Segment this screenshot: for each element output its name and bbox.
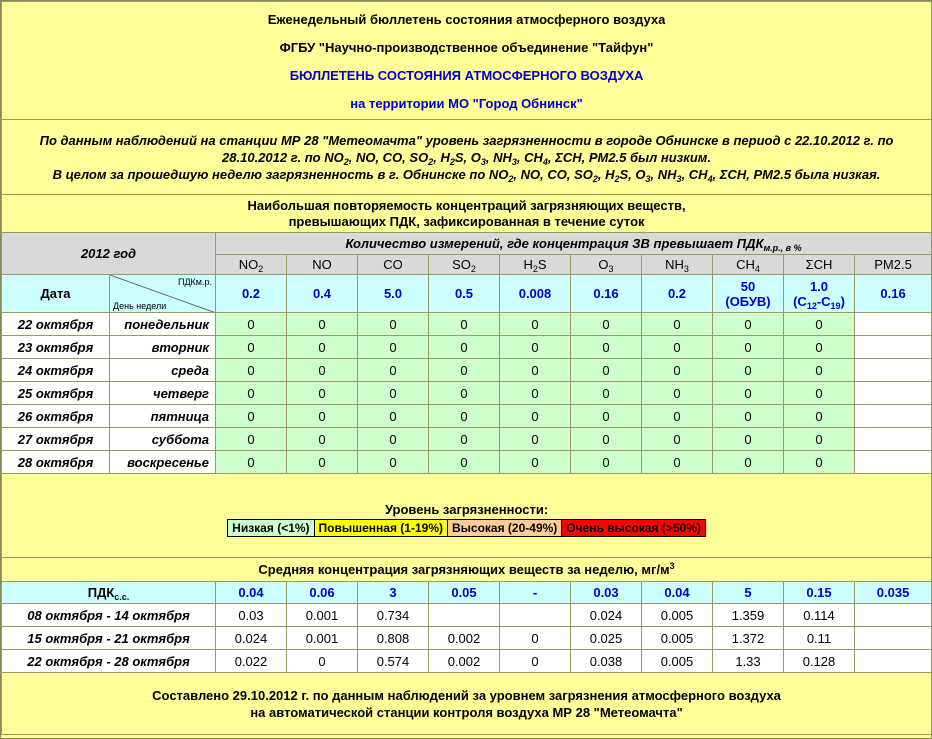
summary-line-3: В целом за прошедшую неделю загрязненность в г. Обнинске по $NO_2$, NO, CO, $SO_2$, $H_2S$, $O_3$, $NH_3$, $CH_4$, ΣCH, PM2.5 была низкая. xyxy=(52,166,881,184)
row-value: 0 xyxy=(358,405,429,428)
header-line-4: на территории МО "Город Обнинск" xyxy=(350,95,583,111)
daily-row xyxy=(2,405,932,428)
weekly-row xyxy=(2,627,932,650)
pollutant-co: CO xyxy=(358,255,429,275)
row-value: 0 xyxy=(429,336,500,359)
weekly-value: 0.005 xyxy=(642,604,713,627)
repeat-title-line-1: Наибольшая повторяемость концентраций загрязняющих веществ, xyxy=(247,197,686,213)
daily-row xyxy=(2,428,932,451)
row-value: 0 xyxy=(429,382,500,405)
pollutant-ch4: $CH_4$ xyxy=(713,255,784,275)
row-value: 0 xyxy=(287,382,358,405)
row-value: 0 xyxy=(216,405,287,428)
weekly-value xyxy=(855,604,932,627)
weekly-value: 0 xyxy=(500,627,571,650)
row-value: 0 xyxy=(216,382,287,405)
header-block xyxy=(2,2,932,120)
daily-row xyxy=(2,359,932,382)
row-value: 0 xyxy=(642,428,713,451)
row-weekday: воскресенье xyxy=(110,451,216,474)
row-value: 0 xyxy=(713,359,784,382)
row-value: 0 xyxy=(216,336,287,359)
row-value: 0 xyxy=(642,336,713,359)
row-value: 0 xyxy=(784,313,855,336)
row-value: 0 xyxy=(500,451,571,474)
pdk-value-ch4 xyxy=(713,275,784,313)
row-value: 0 xyxy=(216,451,287,474)
legend-block xyxy=(2,474,932,558)
weekly-value: 0.005 xyxy=(642,627,713,650)
repeat-title-line-2: превышающих ПДК, зафиксированная в течение суток xyxy=(288,213,645,229)
daily-rows xyxy=(2,313,932,474)
weekly-row xyxy=(2,650,932,673)
row-value: 0 xyxy=(571,359,642,382)
row-value: 0 xyxy=(784,451,855,474)
row-value: 0 xyxy=(216,428,287,451)
row-value: 0 xyxy=(784,336,855,359)
weekly-value: 0.574 xyxy=(358,650,429,673)
header-line-2: ФГБУ "Научно-производственное объединение "Тайфун" xyxy=(279,39,654,55)
pollutant-h2s: $H_2S$ xyxy=(500,255,571,275)
weekly-value: 0.025 xyxy=(571,627,642,650)
row-weekday: среда xyxy=(110,359,216,382)
daily-row xyxy=(2,382,932,405)
weekly-value xyxy=(855,650,932,673)
row-value: 0 xyxy=(429,451,500,474)
weekly-value: 0.11 xyxy=(784,627,855,650)
row-value: 0 xyxy=(571,336,642,359)
weekly-value xyxy=(855,627,932,650)
row-value xyxy=(855,313,932,336)
weekly-value: 0.022 xyxy=(216,650,287,673)
row-value: 0 xyxy=(713,405,784,428)
pollutant-o3: $O_3$ xyxy=(571,255,642,275)
weekly-value: 0.002 xyxy=(429,627,500,650)
row-value: 0 xyxy=(784,405,855,428)
summary-line-2: 28.10.2012 г. по $NO_2$, NO, CO, $SO_2$, $H_2S$, $O_3$, $NH_3$, $CH_4$, ΣCH, PM2.5 был низким. xyxy=(222,149,712,167)
row-value: 0 xyxy=(358,313,429,336)
legend-raised: Повышенная (1-19%) xyxy=(315,520,448,536)
weekly-value: 0.024 xyxy=(216,627,287,650)
row-date: 28 октября xyxy=(2,451,110,474)
row-date: 23 октября xyxy=(2,336,110,359)
row-value: 0 xyxy=(500,428,571,451)
row-value: 0 xyxy=(500,382,571,405)
pollutant-no: NO xyxy=(287,255,358,275)
pollutant-pm25: PM2.5 xyxy=(855,255,932,275)
weekly-value: 0.128 xyxy=(784,650,855,673)
repeat-title xyxy=(2,195,932,233)
row-value: 0 xyxy=(358,428,429,451)
row-value: 0 xyxy=(287,451,358,474)
pdk-value: 0.4 xyxy=(287,275,358,313)
row-value: 0 xyxy=(500,336,571,359)
weekly-pdk-value: 0.04 xyxy=(216,582,287,604)
pdk-ch4-number: 50 xyxy=(740,278,756,294)
row-weekday: четверг xyxy=(110,382,216,405)
weekly-pdk-value: 0.035 xyxy=(855,582,932,604)
row-value: 0 xyxy=(642,313,713,336)
pollutant-no2: $NO_2$ xyxy=(216,255,287,275)
row-date: 26 октября xyxy=(2,405,110,428)
weekly-period: 22 октября - 28 октября xyxy=(2,650,216,673)
row-value: 0 xyxy=(429,428,500,451)
row-value xyxy=(855,428,932,451)
weekly-pdk-label: $ПДК_{с.с.}$ xyxy=(2,582,216,604)
weekly-value: 0.024 xyxy=(571,604,642,627)
legend-very-high: Очень высокая (>50%) xyxy=(562,520,705,536)
weekly-value: 0.734 xyxy=(358,604,429,627)
count-label: Количество измерений, где концентрация ЗВ превышает $ПДК_{м.р., в \%}$ xyxy=(216,233,932,255)
row-weekday: вторник xyxy=(110,336,216,359)
row-value: 0 xyxy=(571,405,642,428)
weekly-value: 0.808 xyxy=(358,627,429,650)
legend-high: Высокая (20-49%) xyxy=(448,520,562,536)
weekly-value: 1.372 xyxy=(713,627,784,650)
legend-title: Уровень загрязненности: xyxy=(384,502,549,517)
header-line-1: Еженедельный бюллетень состояния атмосферного воздуха xyxy=(267,11,666,27)
row-value: 0 xyxy=(642,405,713,428)
daily-row xyxy=(2,336,932,359)
pollutant-nh3: $NH_3$ xyxy=(642,255,713,275)
row-value: 0 xyxy=(287,405,358,428)
row-value: 0 xyxy=(571,428,642,451)
weekly-value: 0.002 xyxy=(429,650,500,673)
footer-block xyxy=(2,673,932,735)
row-value: 0 xyxy=(358,336,429,359)
row-value: 0 xyxy=(287,336,358,359)
weekly-pdk-value: 0.03 xyxy=(571,582,642,604)
row-value: 0 xyxy=(429,405,500,428)
weekly-pdk-value: - xyxy=(500,582,571,604)
row-value: 0 xyxy=(642,382,713,405)
row-value: 0 xyxy=(500,359,571,382)
row-value: 0 xyxy=(216,359,287,382)
row-value: 0 xyxy=(287,313,358,336)
summary-line-1: По данным наблюдений на станции МР 28 "Метеомачта" уровень загрязненности в городе Обнинске в период с 22.10.2012 г. по xyxy=(39,132,894,148)
weekly-value xyxy=(500,604,571,627)
weekly-value: 0.03 xyxy=(216,604,287,627)
weekly-pdk-value: 3 xyxy=(358,582,429,604)
pdk-row xyxy=(2,275,932,313)
row-value: 0 xyxy=(713,336,784,359)
row-value xyxy=(855,359,932,382)
row-value: 0 xyxy=(713,451,784,474)
weekly-pdk-value: 0.04 xyxy=(642,582,713,604)
row-value: 0 xyxy=(571,451,642,474)
row-value: 0 xyxy=(571,382,642,405)
row-value xyxy=(855,382,932,405)
weekly-pdk-row xyxy=(2,582,932,604)
row-value: 0 xyxy=(784,428,855,451)
row-date: 24 октября xyxy=(2,359,110,382)
weekly-value: 0 xyxy=(500,650,571,673)
weekly-value: 0.038 xyxy=(571,650,642,673)
weekly-pdk-value: 0.05 xyxy=(429,582,500,604)
row-value: 0 xyxy=(358,382,429,405)
legend-low: Низкая (<1%) xyxy=(228,520,314,536)
weekly-period: 15 октября - 21 октября xyxy=(2,627,216,650)
weekly-value: 0.001 xyxy=(287,627,358,650)
footer-line-2: на автоматической станции контроля воздуха МР 28 "Метеомачта" xyxy=(250,704,683,720)
legend-scale xyxy=(227,519,706,537)
row-value: 0 xyxy=(784,359,855,382)
row-value: 0 xyxy=(713,428,784,451)
weekly-value: 0.005 xyxy=(642,650,713,673)
pdk-value: 0.2 xyxy=(216,275,287,313)
row-value: 0 xyxy=(500,313,571,336)
row-weekday: суббота xyxy=(110,428,216,451)
weekly-value: 1.33 xyxy=(713,650,784,673)
row-value xyxy=(855,451,932,474)
row-value: 0 xyxy=(642,451,713,474)
row-value: 0 xyxy=(784,382,855,405)
weekly-value: 0 xyxy=(287,650,358,673)
row-value: 0 xyxy=(571,313,642,336)
row-value xyxy=(855,336,932,359)
row-value: 0 xyxy=(713,313,784,336)
weekly-value: 0.001 xyxy=(287,604,358,627)
weekly-title: Средняя концентрация загрязняющих веществ за неделю, $мг/м^3$ xyxy=(2,558,932,582)
pollutant-so2: $SO_2$ xyxy=(429,255,500,275)
row-value: 0 xyxy=(358,451,429,474)
footer-line-1: Составлено 29.10.2012 г. по данным наблюдений за уровнем загрязнения атмосферного воздуха xyxy=(152,687,781,703)
row-value: 0 xyxy=(216,313,287,336)
weekly-pdk-value: 0.06 xyxy=(287,582,358,604)
weekly-pdk-value: 5 xyxy=(713,582,784,604)
pdk-label: ПДКм.р. xyxy=(177,277,212,287)
pollutant-sch: ΣCH xyxy=(784,255,855,275)
pdk-value: 0.008 xyxy=(500,275,571,313)
pdk-sch-note: $(C_{12}-C_{19})$ xyxy=(793,293,845,311)
row-date: 27 октября xyxy=(2,428,110,451)
pdk-value: 0.5 xyxy=(429,275,500,313)
daily-row xyxy=(2,313,932,336)
weekly-row xyxy=(2,604,932,627)
pdk-ch4-note: (ОБУВ) xyxy=(725,293,771,309)
pdk-value-sch xyxy=(784,275,855,313)
pdk-value: 0.2 xyxy=(642,275,713,313)
row-value: 0 xyxy=(287,359,358,382)
weekly-pdk-value: 0.15 xyxy=(784,582,855,604)
row-weekday: понедельник xyxy=(110,313,216,336)
row-value: 0 xyxy=(429,313,500,336)
row-value: 0 xyxy=(429,359,500,382)
year-label: 2012 год xyxy=(2,233,216,275)
row-value: 0 xyxy=(642,359,713,382)
row-date: 22 октября xyxy=(2,313,110,336)
header-line-3: БЮЛЛЕТЕНЬ СОСТОЯНИЯ АТМОСФЕРНОГО ВОЗДУХА xyxy=(289,67,644,83)
row-value: 0 xyxy=(358,359,429,382)
row-value xyxy=(855,405,932,428)
weekly-rows xyxy=(2,604,932,673)
daily-row xyxy=(2,451,932,474)
weekly-period: 08 октября - 14 октября xyxy=(2,604,216,627)
weekly-value: 0.114 xyxy=(784,604,855,627)
pdk-value: 0.16 xyxy=(855,275,932,313)
pdk-value: 0.16 xyxy=(571,275,642,313)
pdk-value: 5.0 xyxy=(358,275,429,313)
weekday-label: День недели xyxy=(113,301,167,311)
pdk-sch-number: 1.0 xyxy=(809,278,829,294)
weekly-value: 1.359 xyxy=(713,604,784,627)
row-value: 0 xyxy=(287,428,358,451)
row-value: 0 xyxy=(713,382,784,405)
pdk-weekday-cell xyxy=(110,275,216,313)
row-date: 25 октября xyxy=(2,382,110,405)
summary-paragraph xyxy=(2,120,932,195)
date-label: Дата xyxy=(2,275,110,313)
row-value: 0 xyxy=(500,405,571,428)
weekly-value xyxy=(429,604,500,627)
bulletin-table xyxy=(1,1,932,735)
row-weekday: пятница xyxy=(110,405,216,428)
